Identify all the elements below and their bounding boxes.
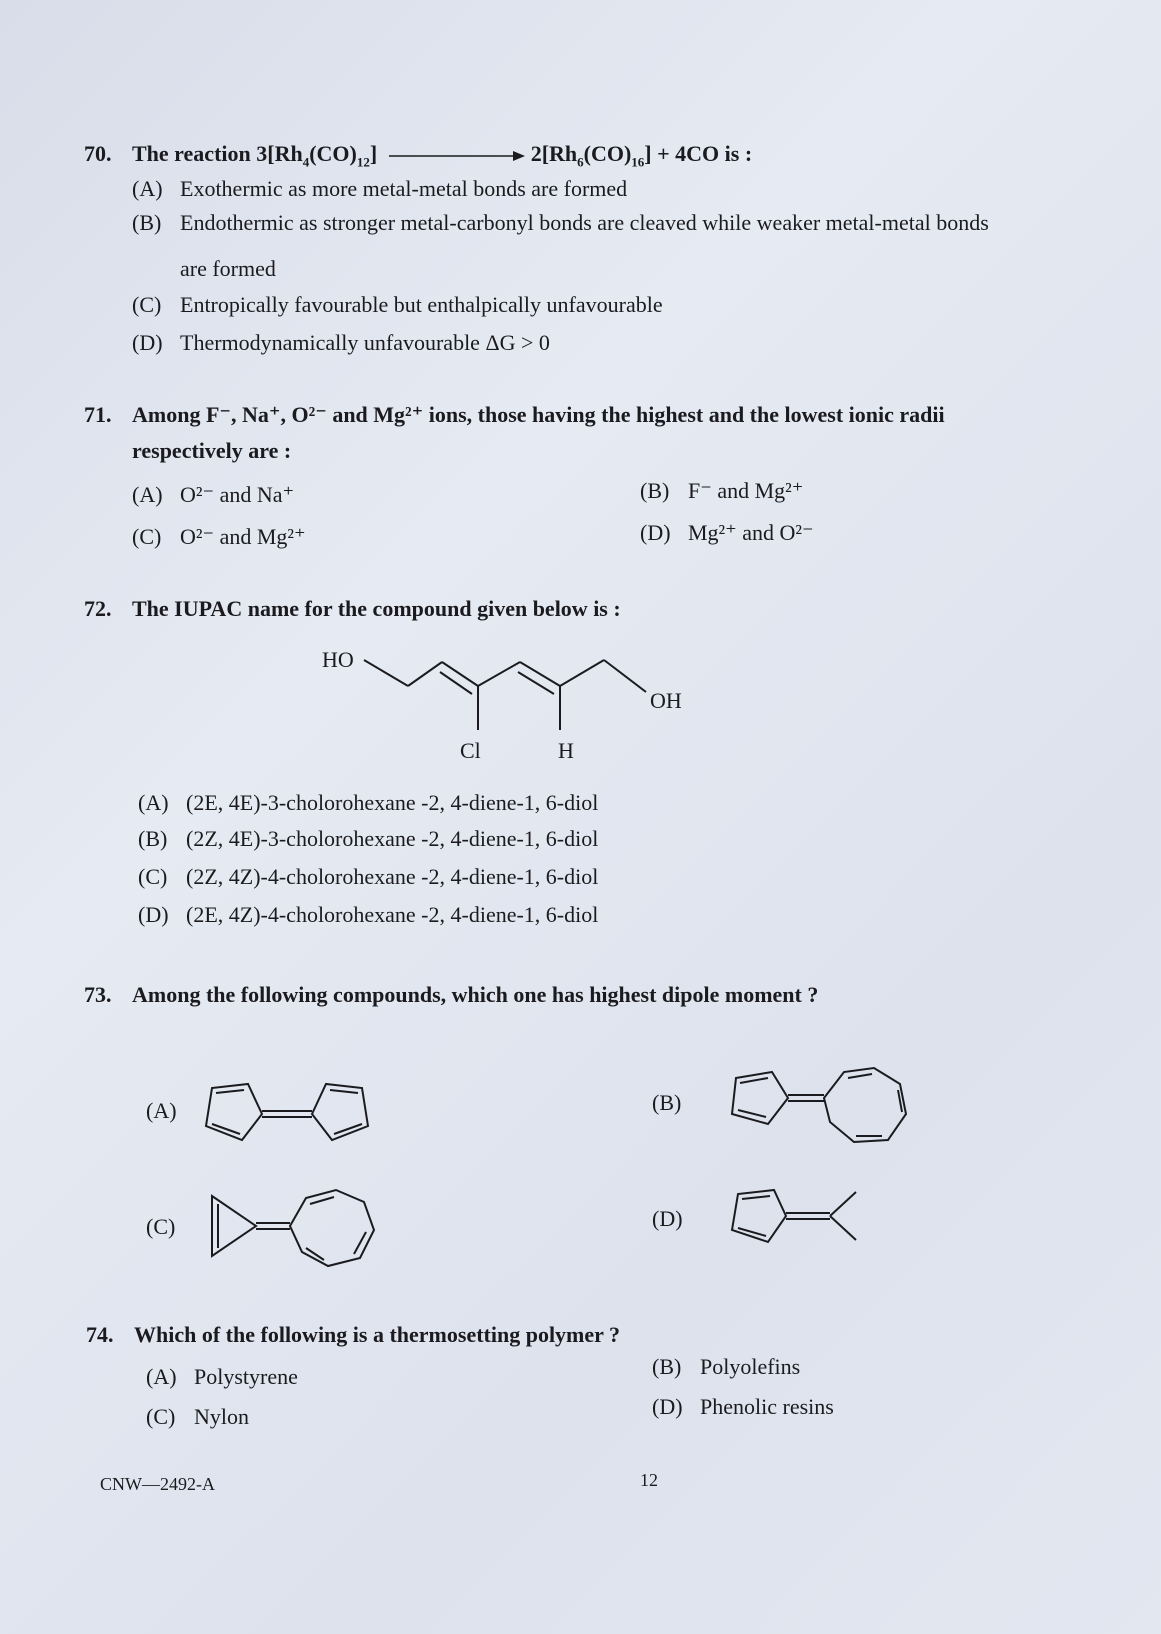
question-71-stem: 71. Among F⁻, Na⁺, O²⁻ and Mg²⁺ ions, those having the highest and the lowest ionic radii (84, 402, 945, 427)
q73-option-a-label[interactable]: (A) (146, 1098, 177, 1123)
page-number: 12 (640, 1470, 658, 1490)
chain-bonds (364, 660, 646, 730)
q72-option-a[interactable]: (A) (2E, 4E)-3-cholorohexane -2, 4-diene-1, 6-diol (138, 790, 599, 815)
q72-option-b[interactable]: (B) (2Z, 4E)-3-cholorohexane -2, 4-diene-1, 6-diol (138, 826, 599, 851)
hexadienediol-structure (320, 640, 700, 770)
question-73-stem: 73. Among the following compounds, which one has highest dipole moment ? (84, 982, 819, 1007)
q72-option-d[interactable]: (D) (2E, 4Z)-4-cholorohexane -2, 4-diene-1, 6-diol (138, 902, 599, 927)
q73-option-c-label[interactable]: (C) (146, 1214, 176, 1239)
sesquifulvalene-structure (722, 1064, 922, 1154)
q74-option-a[interactable]: (A) Polystyrene (146, 1364, 298, 1389)
q72-option-c[interactable]: (C) (2Z, 4Z)-4-cholorohexane -2, 4-diene-1, 6-diol (138, 864, 599, 889)
oh-label: OH (650, 688, 682, 713)
q74-option-d[interactable]: (D) Phenolic resins (652, 1394, 834, 1419)
question-70-stem: 70. The reaction $3[Rh_4(CO)_{12}] 2[Rh_6(CO)_{16}] + 4CO$ is : (84, 141, 753, 170)
q73-option-d-label[interactable]: (D) (652, 1206, 683, 1231)
q74-option-b[interactable]: (B) Polyolefins (652, 1354, 801, 1379)
fulvalene-structure (200, 1074, 400, 1154)
q74-option-c[interactable]: (C) Nylon (146, 1404, 249, 1429)
reaction-arrow-icon (387, 149, 527, 163)
q73-option-b-label[interactable]: (B) (652, 1090, 682, 1115)
paper-code: CNW—2492-A (100, 1474, 215, 1494)
q70-option-a[interactable]: (A) Exothermic as more metal-metal bonds are formed (132, 176, 628, 201)
q71-option-d[interactable]: (D) Mg²⁺ and O²⁻ (640, 520, 814, 545)
ho-label: HO (322, 647, 354, 672)
q70-option-b-cont: are formed (180, 256, 276, 281)
h-label: H (558, 738, 574, 763)
cl-label: Cl (460, 738, 481, 763)
q71-option-c[interactable]: (C) O²⁻ and Mg²⁺ (132, 524, 306, 549)
question-74-stem: 74. Which of the following is a thermosetting polymer ? (86, 1322, 621, 1347)
calicene-like-structure (208, 1186, 388, 1272)
q70-option-c[interactable]: (C) Entropically favourable but enthalpically unfavourable (132, 292, 663, 317)
q70-option-b[interactable]: (B) Endothermic as stronger metal-carbonyl bonds are cleaved while weaker metal-metal bonds (132, 210, 989, 235)
q70-option-d[interactable]: (D) Thermodynamically unfavourable ΔG > 0 (132, 330, 550, 355)
question-71-stem-cont: respectively are : (132, 438, 292, 463)
q71-option-a[interactable]: (A) O²⁻ and Na⁺ (132, 482, 295, 507)
dimethylfulvene-structure (726, 1186, 906, 1256)
q71-option-b[interactable]: (B) F⁻ and Mg²⁺ (640, 478, 804, 503)
question-72-stem: 72. The IUPAC name for the compound given below is : (84, 596, 621, 621)
